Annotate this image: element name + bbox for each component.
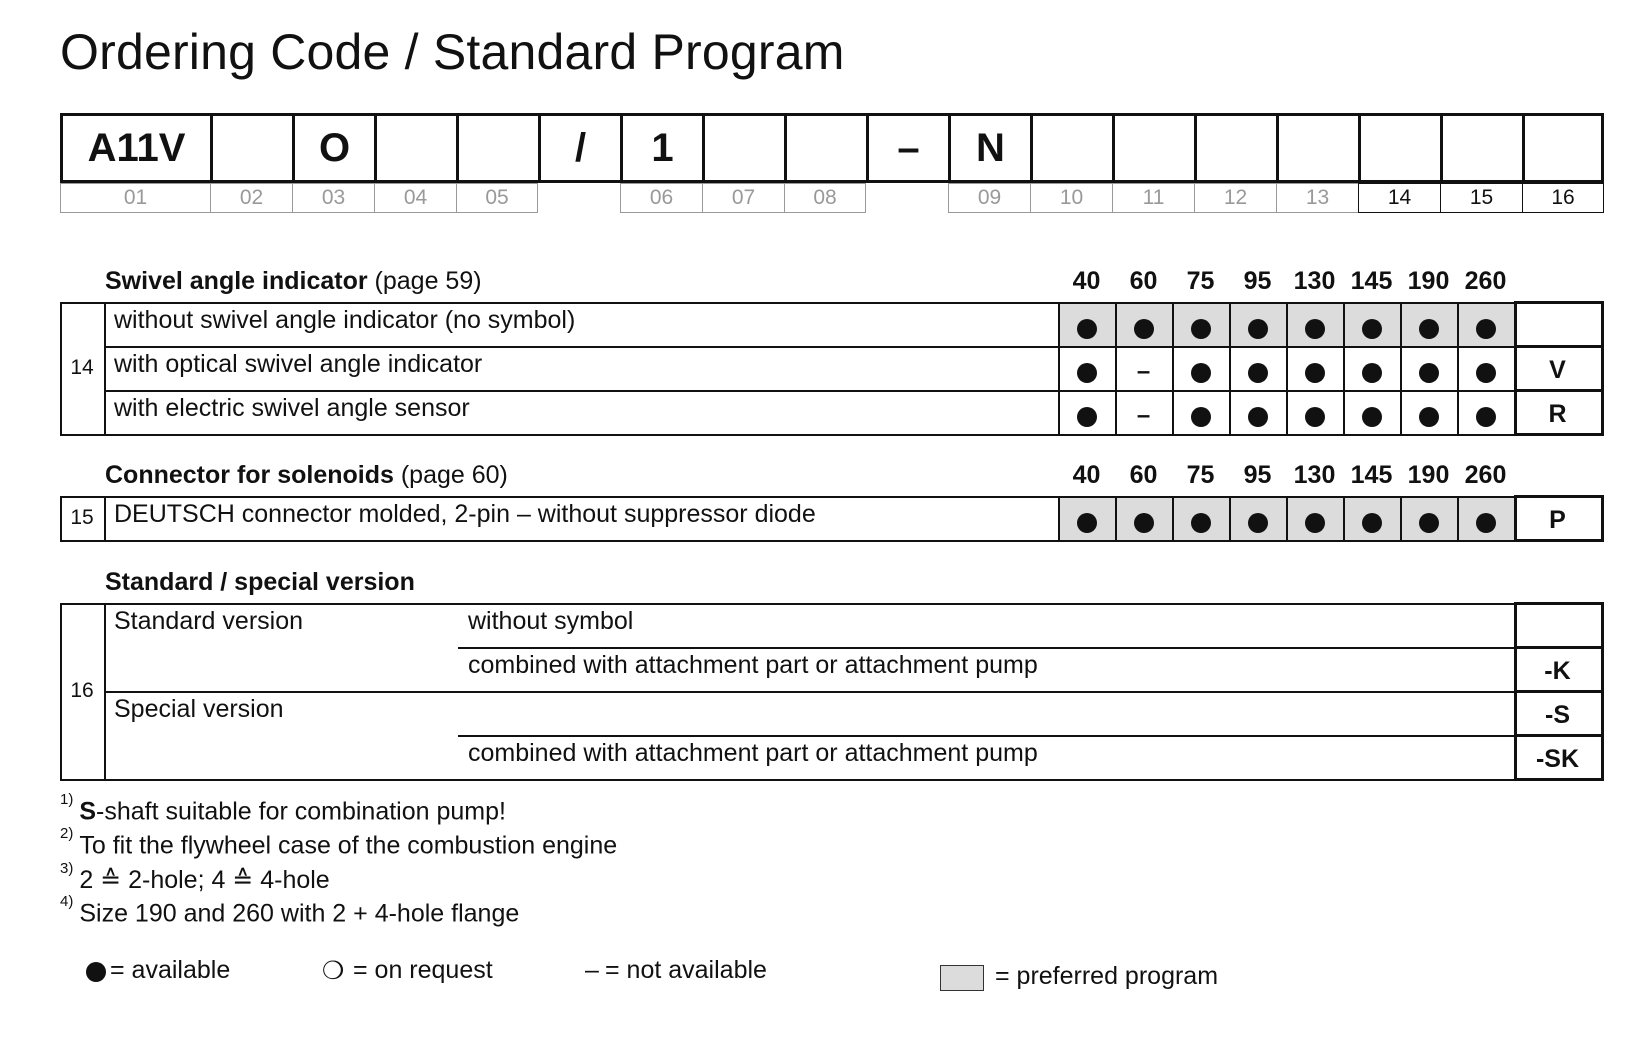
availability-mark xyxy=(1115,402,1172,430)
availability-mark xyxy=(1343,402,1400,430)
not-available-symbol: – xyxy=(585,956,599,984)
row-group-index: 16 xyxy=(70,679,94,702)
code-cell: 1 xyxy=(620,113,702,183)
code-position-number: 12 xyxy=(1194,183,1276,213)
code-cell xyxy=(1194,113,1276,183)
option-label: DEUTSCH connector molded, 2-pin – without suppressor diode xyxy=(114,500,816,528)
size-label: 260 xyxy=(1464,461,1507,489)
code-cell: O xyxy=(292,113,374,183)
option-label: with electric swivel angle sensor xyxy=(114,394,470,422)
code-position-number: 03 xyxy=(292,183,374,213)
available-dot xyxy=(1305,407,1325,427)
footnote-text: To fit the flywheel case of the combustion engine xyxy=(79,831,618,860)
available-dot xyxy=(1362,513,1382,533)
available-dot xyxy=(1362,363,1382,383)
availability-mark xyxy=(1172,508,1229,536)
availability-mark xyxy=(1457,508,1514,536)
connector-heading-page: (page 60) xyxy=(400,461,508,489)
available-dot xyxy=(1077,363,1097,383)
connector-heading xyxy=(105,461,508,490)
code-position-number: 09 xyxy=(948,183,1030,213)
footnote xyxy=(60,791,506,826)
availability-mark xyxy=(1343,508,1400,536)
standard-version-label: Standard version xyxy=(114,607,304,635)
code-cell xyxy=(784,113,866,183)
swivel-heading-title: Swivel angle indicator xyxy=(105,267,368,295)
code-column-border xyxy=(1601,302,1604,434)
code-position-number: 16 xyxy=(1522,183,1604,213)
table-rule xyxy=(104,346,1514,348)
availability-mark xyxy=(1058,314,1115,342)
footnote xyxy=(60,893,520,928)
size-label: 75 xyxy=(1186,461,1215,489)
availability-mark xyxy=(1400,508,1457,536)
size-label: 40 xyxy=(1072,267,1101,295)
footnote-number: 2) xyxy=(60,825,74,842)
code-cell xyxy=(1030,113,1112,183)
availability-mark xyxy=(1058,402,1115,430)
table-rule xyxy=(60,540,1514,542)
code-column-border xyxy=(1514,345,1604,348)
code-position-number: 15 xyxy=(1440,183,1522,213)
footnote xyxy=(60,825,618,860)
footnote xyxy=(60,859,330,895)
code-cell: N xyxy=(948,113,1030,183)
table-rule xyxy=(60,779,1514,781)
table-rule xyxy=(104,603,106,779)
size-label: 190 xyxy=(1407,267,1450,295)
availability-mark xyxy=(1172,402,1229,430)
available-dot xyxy=(1362,407,1382,427)
availability-mark xyxy=(1115,508,1172,536)
code-column-border xyxy=(1514,734,1604,737)
size-label: 130 xyxy=(1293,461,1336,489)
version-heading-title: Standard / special version xyxy=(105,568,415,596)
available-dot xyxy=(1191,407,1211,427)
availability-mark xyxy=(1343,314,1400,342)
availability-mark xyxy=(1229,358,1286,386)
code-position-number: 11 xyxy=(1112,183,1194,213)
available-dot xyxy=(1134,319,1154,339)
code-column-border xyxy=(1601,496,1604,540)
table-rule xyxy=(60,302,1514,304)
available-dot xyxy=(1419,363,1439,383)
available-dot xyxy=(1305,319,1325,339)
code-column-border xyxy=(1514,778,1604,781)
code-position-number: 10 xyxy=(1030,183,1112,213)
availability-mark xyxy=(1229,314,1286,342)
available-dot xyxy=(1476,363,1496,383)
code-column-border xyxy=(1514,433,1604,436)
footnote-text: -shaft suitable for combination pump! xyxy=(96,797,506,826)
availability-mark xyxy=(1172,358,1229,386)
code-cell xyxy=(1522,113,1604,183)
available-dot xyxy=(1305,513,1325,533)
code-separator: – xyxy=(866,113,948,183)
legend-not-available: = not available xyxy=(605,956,767,984)
table-rule xyxy=(60,603,1514,605)
option-label: without swivel angle indicator (no symbol) xyxy=(114,306,576,334)
code-column-border xyxy=(1514,539,1604,542)
row-group-index: 14 xyxy=(70,356,94,379)
size-label: 145 xyxy=(1350,461,1393,489)
version-option-label: combined with attachment part or attachment pump xyxy=(468,651,1038,679)
availability-mark xyxy=(1400,314,1457,342)
available-dot xyxy=(1305,363,1325,383)
footnote-bold: S xyxy=(79,797,97,826)
availability-mark xyxy=(1229,508,1286,536)
table-rule xyxy=(104,302,106,434)
code-cell xyxy=(702,113,784,183)
code-cell xyxy=(210,113,292,183)
option-label: with optical swivel angle indicator xyxy=(114,350,483,378)
available-dot xyxy=(1476,407,1496,427)
version-heading xyxy=(105,568,415,597)
available-dot xyxy=(1362,319,1382,339)
available-dot xyxy=(1419,407,1439,427)
size-label: 190 xyxy=(1407,461,1450,489)
availability-mark xyxy=(1286,508,1343,536)
available-dot xyxy=(1248,363,1268,383)
code-position-number: 02 xyxy=(210,183,292,213)
code-column-border xyxy=(1514,646,1604,649)
availability-mark xyxy=(1058,358,1115,386)
not-available-dash: – xyxy=(1136,358,1151,385)
table-rule xyxy=(60,434,1514,436)
connector-heading-title: Connector for solenoids xyxy=(105,461,394,489)
available-dot xyxy=(1476,513,1496,533)
special-version-label: Special version xyxy=(114,695,284,723)
footnote-number: 3) xyxy=(60,859,74,877)
table-rule xyxy=(104,390,1514,392)
not-available-dash: – xyxy=(1136,402,1151,429)
page-title: Ordering Code / Standard Program xyxy=(60,24,845,80)
ordering-code-value: -K xyxy=(1544,657,1571,685)
available-symbol xyxy=(86,962,106,982)
availability-mark xyxy=(1457,314,1514,342)
size-label: 75 xyxy=(1186,267,1215,295)
code-cell xyxy=(1440,113,1522,183)
version-option-label: without symbol xyxy=(468,607,634,635)
availability-mark xyxy=(1115,358,1172,386)
available-dot xyxy=(1191,513,1211,533)
available-dot xyxy=(1134,513,1154,533)
swivel-heading-page: (page 59) xyxy=(374,267,482,295)
code-column-border xyxy=(1514,389,1604,392)
size-label: 60 xyxy=(1129,461,1158,489)
version-option-label: combined with attachment part or attachment pump xyxy=(468,739,1038,767)
availability-mark xyxy=(1400,358,1457,386)
code-position-number: 06 xyxy=(620,183,702,213)
availability-mark xyxy=(1286,402,1343,430)
code-cell xyxy=(1276,113,1358,183)
code-position-number: 14 xyxy=(1358,183,1440,213)
availability-mark xyxy=(1172,314,1229,342)
availability-mark xyxy=(1457,358,1514,386)
ordering-code-value: V xyxy=(1549,356,1566,384)
availability-mark xyxy=(1115,314,1172,342)
code-column-border xyxy=(1514,495,1604,498)
swivel-heading xyxy=(105,267,482,296)
legend-preferred: = preferred program xyxy=(995,962,1219,990)
availability-mark xyxy=(1058,508,1115,536)
table-rule xyxy=(60,496,1514,498)
available-dot xyxy=(1191,363,1211,383)
available-dot xyxy=(1077,319,1097,339)
size-label: 60 xyxy=(1129,267,1158,295)
available-dot xyxy=(1248,513,1268,533)
size-label: 130 xyxy=(1293,267,1336,295)
code-cell xyxy=(456,113,538,183)
row-group-index: 15 xyxy=(70,506,94,529)
preferred-swatch xyxy=(940,965,984,991)
footnote-number: 1) xyxy=(60,791,74,808)
code-position-number: 13 xyxy=(1276,183,1358,213)
footnote-number: 4) xyxy=(60,893,74,910)
size-label: 40 xyxy=(1072,461,1101,489)
legend-available: = available xyxy=(110,956,231,984)
code-position-number: 01 xyxy=(60,183,210,213)
code-cell: A11V xyxy=(60,113,210,183)
ordering-code-value: -SK xyxy=(1535,745,1580,773)
available-dot xyxy=(1191,319,1211,339)
table-rule xyxy=(104,496,106,540)
ordering-code-value: P xyxy=(1549,506,1566,534)
code-column-border xyxy=(1514,602,1604,605)
code-position-number: 05 xyxy=(456,183,538,213)
legend-on-request: = on request xyxy=(353,956,493,984)
size-label: 145 xyxy=(1350,267,1393,295)
ordering-code-value: R xyxy=(1548,400,1567,428)
size-label: 260 xyxy=(1464,267,1507,295)
table-rule xyxy=(458,735,1514,737)
available-dot xyxy=(1419,513,1439,533)
ordering-code-value: -S xyxy=(1545,701,1570,729)
availability-mark xyxy=(1457,402,1514,430)
code-cell xyxy=(1358,113,1440,183)
available-dot xyxy=(1248,407,1268,427)
code-column-border xyxy=(1514,690,1604,693)
code-position-number: 07 xyxy=(702,183,784,213)
code-position-number: 08 xyxy=(784,183,866,213)
availability-mark xyxy=(1286,314,1343,342)
code-separator: / xyxy=(538,113,620,183)
available-dot xyxy=(1476,319,1496,339)
availability-mark xyxy=(1400,402,1457,430)
available-dot xyxy=(1077,407,1097,427)
available-dot xyxy=(1248,319,1268,339)
available-dot xyxy=(1077,513,1097,533)
code-cell xyxy=(374,113,456,183)
availability-mark xyxy=(1343,358,1400,386)
code-column-border xyxy=(1514,301,1604,304)
table-rule xyxy=(458,647,1514,649)
availability-mark xyxy=(1286,358,1343,386)
footnote-text: Size 190 and 260 with 2 + 4-hole flange xyxy=(79,899,520,928)
footnote-text: 2 ≙ 2-hole; 4 ≙ 4-hole xyxy=(79,866,330,894)
on-request-symbol: ❍ xyxy=(322,957,345,985)
availability-mark xyxy=(1229,402,1286,430)
code-cell xyxy=(1112,113,1194,183)
table-rule xyxy=(104,691,1514,693)
code-position-number: 04 xyxy=(374,183,456,213)
size-label: 95 xyxy=(1243,461,1272,489)
size-label: 95 xyxy=(1243,267,1272,295)
available-dot xyxy=(1419,319,1439,339)
